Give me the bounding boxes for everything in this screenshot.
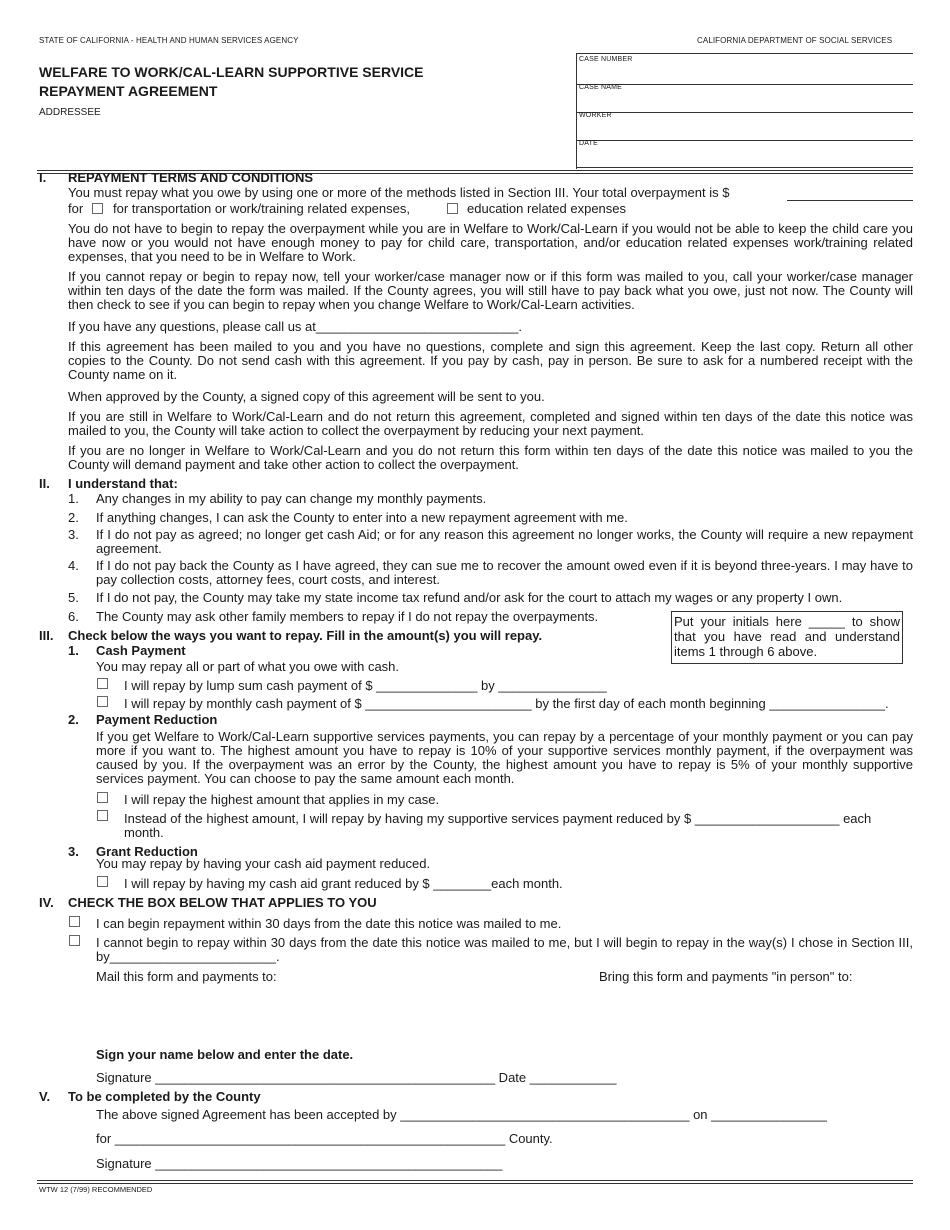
worker-field[interactable]: WORKER: [579, 112, 612, 119]
section-1-paragraph-4: If this agreement has been mailed to you and you have no questions, complete and sign this agreement. Keep the last copy. Return all other copies to the County. Do not send cash with this agreement. If you pay by cash, pay in person. Be sure to ask for a numbered receipt with the County name on it.: [68, 339, 913, 382]
can-begin-checkbox[interactable]: [69, 916, 80, 927]
cannot-begin-option: I cannot begin to repay within 30 days from the date this notice was mailed to me, but I will begin to repay in the way(s) I chose in Section III, by_______________________.: [96, 935, 913, 964]
form-title-line1: WELFARE TO WORK/CAL-LEARN SUPPORTIVE SERVICE: [39, 64, 424, 80]
item-number: 6.: [68, 609, 79, 624]
section-1-heading: REPAYMENT TERMS AND CONDITIONS: [68, 170, 314, 185]
county-line[interactable]: for ______________________________________________________ County.: [96, 1131, 553, 1146]
highest-amount-option: I will repay the highest amount that applies in my case.: [124, 792, 440, 807]
grant-reduction-checkbox[interactable]: [97, 876, 108, 887]
questions-phone-line: If you have any questions, please call us at____________________________.: [68, 319, 522, 334]
reduced-amount-option: Instead of the highest amount, I will repay by having my supportive services payment reduced by $ ____________________ each month.: [124, 811, 872, 840]
overpayment-line: You must repay what you owe by using one or more of the methods listed in Section III. Your total overpayment is $: [68, 185, 730, 200]
item-number: 5.: [68, 590, 79, 605]
can-begin-option: I can begin repayment within 30 days from the date this notice was mailed to me.: [96, 916, 562, 931]
section-1-paragraph-1: You do not have to begin to repay the overpayment while you are in Welfare to Work/Cal-Learn if you would not be able to keep the child care you have now or you would not have enough money to pay for child care, transportation, and/or education related expenses work/training related expenses, that you need to be in Welfare to Work.: [68, 221, 913, 264]
section-1-number: I.: [39, 170, 47, 185]
lump-sum-checkbox[interactable]: [97, 678, 108, 689]
section-3-heading: Check below the ways you want to repay. Fill in the amount(s) you will repay.: [68, 628, 543, 643]
transportation-option: for transportation or work/training related expenses,: [113, 201, 410, 216]
grant-reduction-option: I will repay by having my cash aid grant reduced by $ ________each month.: [124, 876, 563, 891]
reduced-amount-checkbox[interactable]: [97, 810, 108, 821]
date-field[interactable]: DATE: [579, 140, 598, 147]
agency-name: STATE OF CALIFORNIA - HEALTH AND HUMAN SERVICES AGENCY: [39, 36, 299, 45]
for-label: for: [68, 201, 84, 216]
understanding-item-1: Any changes in my ability to pay can change my monthly payments.: [96, 491, 487, 506]
form-title-line2: REPAYMENT AGREEMENT: [39, 83, 218, 99]
overpayment-amount-field[interactable]: [787, 200, 913, 201]
reduction-number: 2.: [68, 712, 79, 727]
section-1-paragraph-7: If you are no longer in Welfare to Work/Cal-Learn and you do not return this form within ten days of the date this notice was mailed to you the County will demand payment and take other action to collect the overpayment.: [68, 443, 913, 472]
initials-box[interactable]: [671, 611, 903, 664]
understanding-item-3: If I do not pay as agreed; no longer get cash Aid; or for any reason this agreement no longer works, the County will require a new repayment agreement.: [96, 527, 913, 556]
grant-reduction-desc: You may repay by having your cash aid payment reduced.: [96, 856, 431, 871]
item-number: 4.: [68, 558, 79, 573]
case-number-field[interactable]: CASE NUMBER: [579, 56, 633, 63]
initials-box-text: Put your initials here _____ to show that you have read and understand items 1 through 6 above.: [674, 614, 900, 659]
section-1-paragraph-5: When approved by the County, a signed copy of this agreement will be sent to you.: [68, 389, 545, 404]
section-1-paragraph-6: If you are still in Welfare to Work/Cal-Learn and do not return this agreement, completed and signed within ten days of the date this notice was mailed to you, the County will take action to collect the overpayment by reducing your next payment.: [68, 409, 913, 438]
monthly-cash-checkbox[interactable]: [97, 696, 108, 707]
accepted-by-line[interactable]: The above signed Agreement has been accepted by ________________________________________ on ________________: [96, 1107, 827, 1122]
education-option: education related expenses: [467, 201, 627, 216]
grant-reduction-title: Grant Reduction: [96, 844, 198, 859]
bring-to-label: Bring this form and payments "in person" to:: [599, 969, 853, 984]
signature-date-line[interactable]: Signature _______________________________________________ Date ____________: [96, 1070, 617, 1085]
section-2-heading: I understand that:: [68, 476, 178, 491]
mail-to-label: Mail this form and payments to:: [96, 969, 277, 984]
section-1-paragraph-2: If you cannot repay or begin to repay now, tell your worker/case manager now or if this form was mailed to you, call your worker/case manager within ten days of the date the form was mailed. If the County agrees, you will still have to pay back what you owe, just not now. The County will then check to see if you can begin to repay when you change Welfare to Work/Cal-Learn activities.: [68, 269, 913, 312]
understanding-item-2: If anything changes, I can ask the County to enter into a new repayment agreement with me.: [96, 510, 628, 525]
form-id: WTW 12 (7/99) RECOMMENDED: [39, 1185, 153, 1194]
county-signature-line[interactable]: Signature ________________________________________________: [96, 1156, 503, 1171]
addressee-label: ADDRESSEE: [39, 107, 101, 118]
section-2-number: II.: [39, 476, 50, 491]
cannot-begin-checkbox[interactable]: [69, 935, 80, 946]
case-name-field[interactable]: CASE NAME: [579, 84, 623, 91]
lump-sum-option: I will repay by lump sum cash payment of $ ______________ by _______________: [124, 678, 607, 693]
item-number: 1.: [68, 491, 79, 506]
department-name: CALIFORNIA DEPARTMENT OF SOCIAL SERVICES: [697, 36, 893, 45]
section-5-number: V.: [39, 1089, 51, 1104]
item-number: 3.: [68, 527, 79, 542]
understanding-item-5: If I do not pay, the County may take my state income tax refund and/or ask for the court to attach my wages or any property I own.: [96, 590, 843, 605]
payment-reduction-title: Payment Reduction: [96, 712, 218, 727]
section-4-number: IV.: [39, 895, 54, 910]
understanding-item-6: The County may ask other family members to repay if I do not repay the overpayments.: [96, 609, 599, 624]
understanding-item-4: If I do not pay back the County as I have agreed, they can sue me to recover the amount owed even if it is beyond three-years. I may have to pay collection costs, attorney fees, court costs, and interest.: [96, 558, 913, 587]
item-number: 2.: [68, 510, 79, 525]
cash-number: 1.: [68, 643, 79, 658]
monthly-cash-option: I will repay by monthly cash payment of $ _______________________ by the first day of each month beginning ________________.: [124, 696, 889, 711]
section-4-heading: CHECK THE BOX BELOW THAT APPLIES TO YOU: [68, 895, 377, 910]
section-3-number: III.: [39, 628, 54, 643]
education-checkbox[interactable]: [447, 203, 458, 214]
highest-amount-checkbox[interactable]: [97, 792, 108, 803]
cash-payment-desc: You may repay all or part of what you owe with cash.: [96, 659, 400, 674]
grant-number: 3.: [68, 844, 79, 859]
sign-heading: Sign your name below and enter the date.: [96, 1047, 354, 1062]
payment-reduction-desc: If you get Welfare to Work/Cal-Learn supportive services payments, you can repay by a percentage of your monthly payment or you can pay more if you want to. The highest amount you have to repay is 10% of your supportive services monthly payment, if the overpayment was caused by you. If the overpayment was an error by the County, the highest amount you have to repay is 5% of your monthly supportive services payment. You can choose to pay the same amount each month.: [96, 729, 913, 786]
section-5-heading: To be completed by the County: [68, 1089, 261, 1104]
transportation-checkbox[interactable]: [92, 203, 103, 214]
cash-payment-title: Cash Payment: [96, 643, 186, 658]
